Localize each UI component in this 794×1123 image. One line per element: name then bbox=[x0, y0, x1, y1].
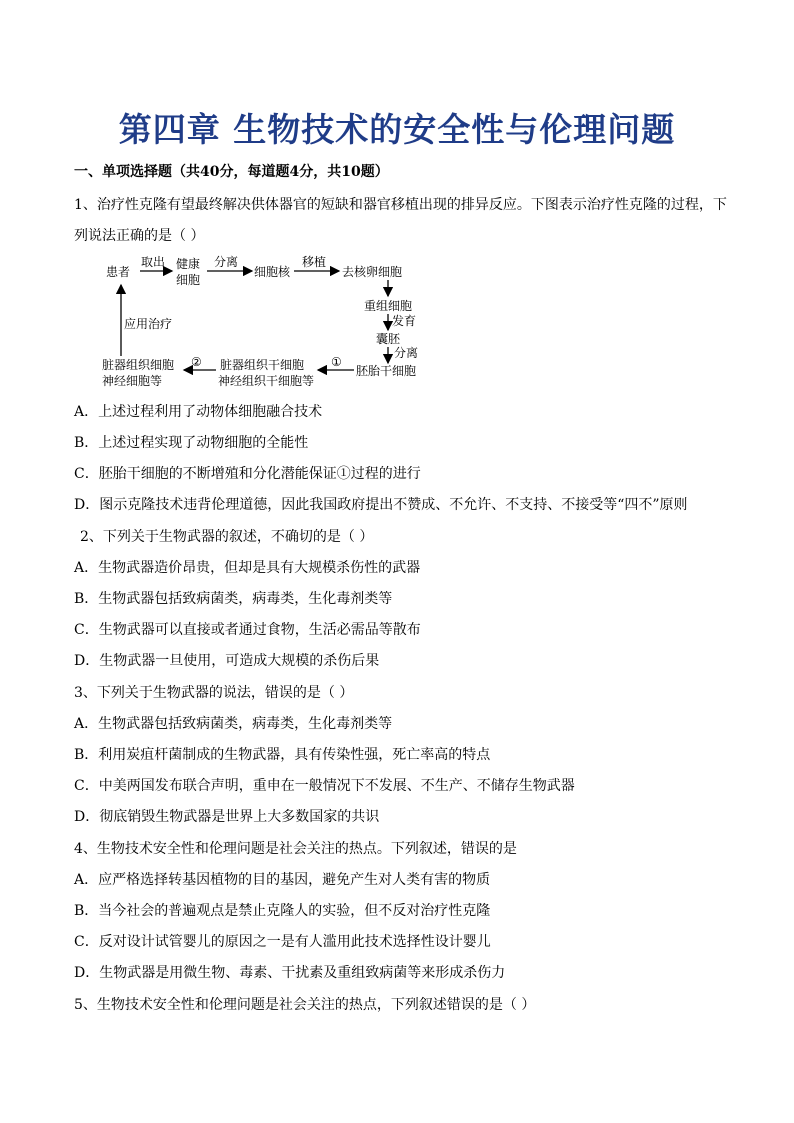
node-tissue-stem-cells-line-1: 脏器组织干细胞 bbox=[220, 358, 305, 372]
question-2-option-d: D．生物武器一旦使用，可造成大规模的杀伤后果 bbox=[74, 653, 380, 669]
node-tissue-stem-cells-line-2: 神经组织干细胞等 bbox=[218, 374, 315, 388]
question-3-option-b: B．利用炭疽杆菌制成的生物武器，具有传染性强，死亡率高的特点 bbox=[74, 747, 491, 763]
question-1-option-b: B．上述过程实现了动物细胞的全能性 bbox=[74, 435, 309, 451]
question-3-stem: 3、下列关于生物武器的说法，错误的是（ ） bbox=[74, 685, 354, 701]
page-title: 第四章 生物技术的安全性与伦理问题 bbox=[118, 110, 676, 149]
node-organ-cells-line-1: 脏器组织细胞 bbox=[102, 358, 175, 372]
question-1-stem-line-2: 列说法正确的是（ ） bbox=[74, 228, 205, 244]
node-patient: 患者 bbox=[106, 265, 131, 279]
question-3-option-a: A．生物武器包括致病菌类，病毒类，生化毒剂类等 bbox=[74, 716, 393, 732]
question-5-stem: 5、生物技术安全性和伦理问题是社会关注的热点，下列叙述错误的是（ ） bbox=[74, 997, 536, 1013]
question-1-option-d: D．图示克隆技术违背伦理道德，因此我国政府提出不赞成、不允许、不支持、不接受等“四不”原则 bbox=[74, 497, 688, 513]
question-4-stem: 4、生物技术安全性和伦理问题是社会关注的热点。下列叙述，错误的是 bbox=[74, 841, 517, 857]
question-4-option-c: C．反对设计试管婴儿的原因之一是有人滥用此技术选择性设计婴儿 bbox=[74, 934, 491, 950]
label-treatment: 应用治疗 bbox=[124, 317, 173, 331]
label-separate-2: 分离 bbox=[394, 346, 419, 360]
question-2-option-c: C．生物武器可以直接或者通过食物，生活必需品等散布 bbox=[74, 622, 421, 638]
question-4-option-b: B．当今社会的普遍观点是禁止克隆人的实验，但不反对治疗性克隆 bbox=[74, 903, 491, 919]
node-recombinant-cell: 重组细胞 bbox=[364, 299, 413, 313]
question-1-option-c: C．胚胎干细胞的不断增殖和分化潜能保证①过程的进行 bbox=[74, 466, 421, 482]
node-enucleated-egg: 去核卵细胞 bbox=[342, 265, 403, 279]
question-2-stem: 2、下列关于生物武器的叙述，不确切的是（ ） bbox=[80, 529, 374, 545]
label-process-1: ① bbox=[331, 355, 342, 369]
label-transplant: 移植 bbox=[302, 255, 327, 269]
label-separate: 分离 bbox=[214, 255, 239, 269]
question-4-option-d: D．生物武器是用微生物、毒素、干扰素及重组致病菌等来形成杀伤力 bbox=[74, 965, 506, 981]
question-3-option-c: C．中美两国发布联合声明，重申在一般情况下不发展、不生产、不储存生物武器 bbox=[74, 778, 575, 794]
question-3-option-d: D．彻底销毁生物武器是世界上大多数国家的共识 bbox=[74, 809, 380, 825]
question-1-stem-line-1: 1、治疗性克隆有望最终解决供体器官的短缺和器官移植出现的排异反应。下图表示治疗性克隆的过程，下 bbox=[74, 197, 727, 213]
node-organ-cells-line-2: 神经细胞等 bbox=[102, 374, 163, 388]
section-heading: 一、单项选择题（共40分，每道题4分，共10题） bbox=[74, 164, 389, 180]
question-4-option-a: A．应严格选择转基因植物的目的基因，避免产生对人类有害的物质 bbox=[74, 872, 491, 888]
question-2-option-a: A．生物武器造价昂贵，但却是具有大规模杀伤性的武器 bbox=[74, 560, 421, 576]
label-takeout: 取出 bbox=[141, 255, 166, 269]
cloning-process-diagram bbox=[0, 250, 794, 395]
question-2-option-b: B．生物武器包括致病菌类，病毒类，生化毒剂类等 bbox=[74, 591, 393, 607]
node-healthy-cell-line-1: 健康 bbox=[176, 257, 201, 271]
label-process-2: ② bbox=[191, 355, 202, 369]
node-healthy-cell-line-2: 细胞 bbox=[176, 273, 201, 287]
node-embryonic-stem-cell: 胚胎干细胞 bbox=[356, 364, 417, 378]
node-blastocyst: 囊胚 bbox=[376, 332, 401, 346]
question-1-option-a: A．上述过程利用了动物体细胞融合技术 bbox=[74, 404, 323, 420]
label-develop: 发育 bbox=[392, 314, 417, 328]
node-nucleus: 细胞核 bbox=[254, 265, 291, 279]
